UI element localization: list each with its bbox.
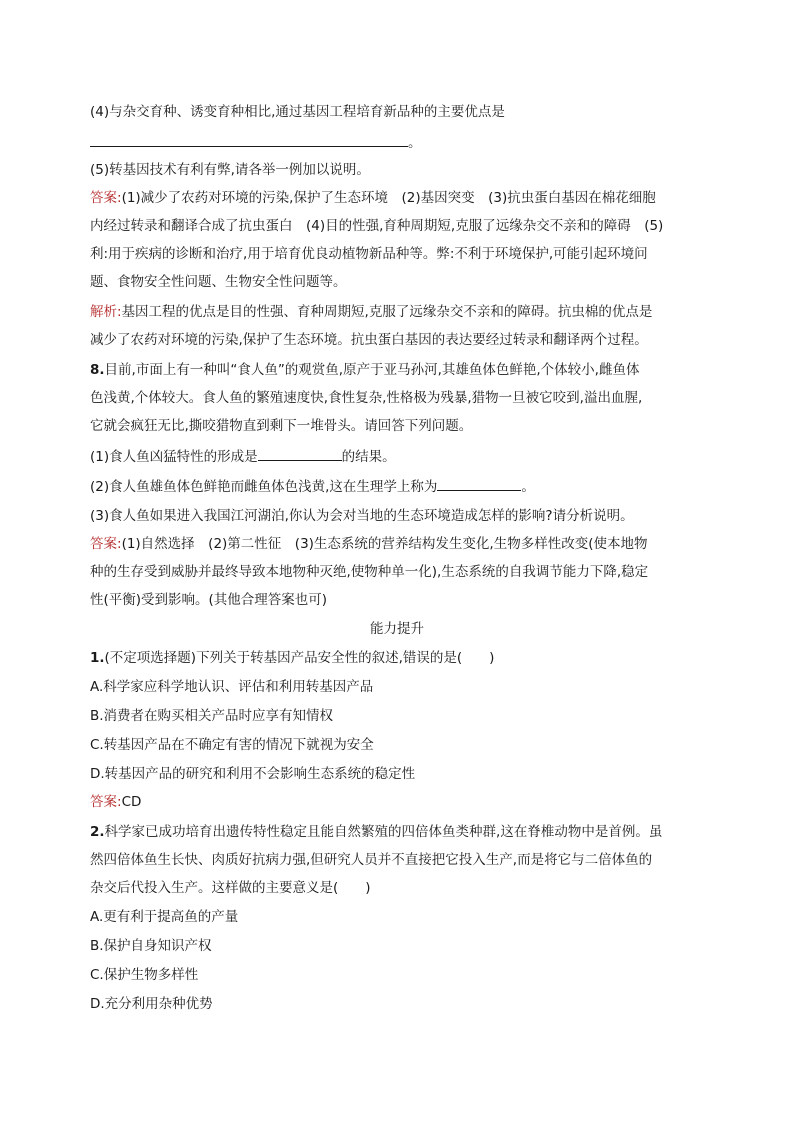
answer-blank bbox=[90, 132, 408, 147]
p2-stem-line-2: 然四倍体鱼生长快、肉质好抗病力强,但研究人员并不直接把它投入生产,而是将它与二倍体鱼的 bbox=[90, 852, 653, 868]
q7-answer-line-4: 题、食物安全性问题、生物安全性问题等。 bbox=[90, 274, 347, 290]
answer-blank bbox=[258, 446, 342, 461]
q8-answer-line-1: 答案:(1)自然选择 (2)第二性征 (3)生态系统的营养结构发生变化,生物多样性改变(使本地物 bbox=[90, 536, 648, 552]
p1-option-c: C.转基因产品在不确定有害的情况下就视为安全 bbox=[90, 737, 374, 753]
q7-analysis-line-1: 解析:基因工程的优点是目的性强、育种周期短,克服了远缘杂交不亲和的障碍。抗虫棉的优点是 bbox=[90, 304, 653, 320]
q7-answer-line-3: 利:用于疾病的诊断和治疗,用于培育优良动植物新品种等。弊:不利于环境保护,可能引起环境问 bbox=[90, 246, 648, 262]
p1-option-b: B.消费者在购买相关产品时应享有知情权 bbox=[90, 708, 334, 724]
p1-option-d: D.转基因产品的研究和利用不会影响生态系统的稳定性 bbox=[90, 766, 416, 782]
p1-option-a: A.科学家应科学地认识、评估和利用转基因产品 bbox=[90, 679, 374, 695]
answer-label: 答案: bbox=[90, 190, 122, 206]
q8-stem-line-2: 色浅黄,个体较大。食人鱼的繁殖速度快,食性复杂,性格极为残暴,猎物一旦被它咬到,溢出血腥, bbox=[90, 390, 643, 406]
p2-stem-line-1: 2.科学家已成功培育出遗传特性稳定且能自然繁殖的四倍体鱼类种群,这在脊椎动物中是首例。虽 bbox=[90, 824, 663, 840]
p2-option-b: B.保护自身知识产权 bbox=[90, 938, 212, 954]
q8-part2: (2)食人鱼雄鱼体色鲜艳而雌鱼体色浅黄,这在生理学上称为 。 bbox=[90, 476, 535, 497]
q7-part5: (5)转基因技术有利有弊,请各举一例加以说明。 bbox=[90, 162, 370, 178]
q7-answer-line-2: 内经过转录和翻译合成了抗虫蛋白 (4)目的性强,育种周期短,克服了远缘杂交不亲和的障碍 (5) bbox=[90, 218, 664, 234]
q8-answer-line-3: 性(平衡)受到影响。(其他合理答案也可) bbox=[90, 592, 328, 608]
p2-option-d: D.充分利用杂种优势 bbox=[90, 996, 213, 1012]
p1-answer: 答案:CD bbox=[90, 794, 142, 810]
question-number: 1. bbox=[90, 650, 105, 666]
p2-option-c: C.保护生物多样性 bbox=[90, 967, 199, 983]
q7-answer-line-1: 答案:(1)减少了农药对环境的污染,保护了生态环境 (2)基因突变 (3)抗虫蛋白基因在棉花细胞 bbox=[90, 190, 656, 206]
p2-option-a: A.更有利于提高鱼的产量 bbox=[90, 909, 239, 925]
p1-stem: 1.(不定项选择题)下列关于转基因产品安全性的叙述,错误的是( ) bbox=[90, 650, 495, 666]
section-title: 能力提升 bbox=[370, 621, 424, 637]
q8-part3: (3)食人鱼如果进入我国江河湖泊,你认为会对当地的生态环境造成怎样的影响?请分析说明。 bbox=[90, 508, 634, 524]
q8-stem-line-1: 8.目前,市面上有一种叫“食人鱼”的观赏鱼,原产于亚马孙河,其雄鱼体色鲜艳,个体较小,雌鱼体 bbox=[90, 362, 640, 378]
q8-part1: (1)食人鱼凶猛特性的形成是 的结果。 bbox=[90, 446, 396, 467]
q8-stem-line-3: 它就会疯狂无比,撕咬猎物直到剩下一堆骨头。请回答下列问题。 bbox=[90, 418, 473, 434]
question-number: 8. bbox=[90, 362, 105, 378]
answer-label: 答案: bbox=[90, 536, 122, 552]
analysis-label: 解析: bbox=[90, 304, 122, 320]
q7-part4-blank-line: 。 bbox=[90, 132, 422, 153]
answer-blank bbox=[437, 476, 521, 491]
q7-part4: (4)与杂交育种、诱变育种相比,通过基因工程培育新品种的主要优点是 bbox=[90, 104, 505, 120]
question-number: 2. bbox=[90, 824, 105, 840]
p2-stem-line-3: 杂交后代投入生产。这样做的主要意义是( ) bbox=[90, 880, 371, 896]
q7-analysis-line-2: 减少了农药对环境的污染,保护了生态环境。抗虫蛋白基因的表达要经过转录和翻译两个过程。 bbox=[90, 332, 648, 348]
answer-label: 答案: bbox=[90, 794, 122, 810]
q8-answer-line-2: 种的生存受到威胁并最终导致本地物种灭绝,使物种单一化),生态系统的自我调节能力下降,稳定 bbox=[90, 564, 649, 580]
